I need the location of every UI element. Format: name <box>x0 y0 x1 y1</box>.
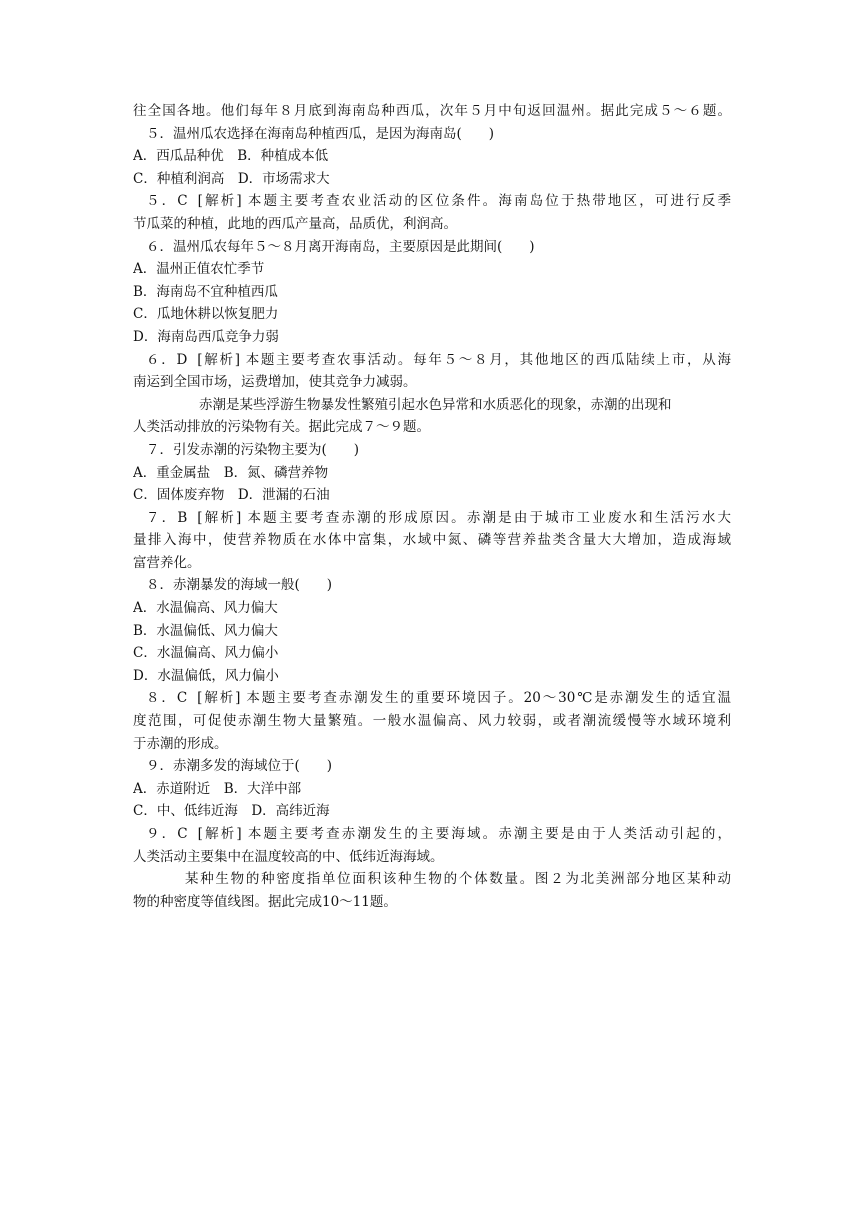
answer-7-text-1: 本题主要考查赤潮的形成原因。赤潮是由于城市工业废水和生活污水大 <box>245 509 731 526</box>
species-density-intro-line-1: 某种生物的种密度指单位面积该种生物的个体数量。图２为北美洲部分地区某种动 <box>185 871 731 888</box>
question-8: ８．赤潮暴发的海域一般( ) <box>146 577 333 594</box>
answer-6-number: ６．D <box>146 351 188 368</box>
answer-9-analysis-tag: [解析] <box>197 826 242 842</box>
answer-9-number: ９．C <box>146 826 188 842</box>
answer-6-text-1: 本题主要考查农事活动。每年５～８月，其他地区的西瓜陆续上市，从海 <box>243 351 731 368</box>
answer-8-number: ８．C <box>146 690 188 707</box>
answer-6-analysis-tag: [解析] <box>197 351 240 368</box>
question-8-option-b: B．水温偏低、风力偏大 <box>133 622 278 639</box>
answer-7-number: ７．B <box>146 509 188 526</box>
question-8-option-c: C．水温偏高、风力偏小 <box>133 645 279 662</box>
question-9-options-ab: A．赤道附近 B．大洋中部 <box>133 780 302 797</box>
answer-6-line-1 <box>133 349 731 372</box>
answer-8-analysis-tag: [解析] <box>197 690 241 707</box>
question-6: ６．温州瓜农每年５～８月离开海南岛，主要原因是此期间( ) <box>146 238 535 255</box>
question-8-option-d: D．水温偏低，风力偏小 <box>133 667 279 684</box>
answer-8-line-1 <box>133 687 731 710</box>
question-6-option-d: D．海南岛西瓜竞争力弱 <box>133 328 279 345</box>
question-7: ７．引发赤潮的污染物主要为( ) <box>146 441 360 458</box>
answer-8-text-1: 本题主要考查赤潮发生的重要环境因子。20～30℃是赤潮发生的适宜温 <box>244 690 731 707</box>
answer-9-text-1: 本题主要考查赤潮发生的主要海域。赤潮主要是由于人类活动引起的， <box>245 826 731 842</box>
red-tide-intro-line-2: 人类活动排放的污染物有关。据此完成７～９题。 <box>133 419 430 436</box>
intro-continuation-text: 往全国各地。他们每年８月底到海南岛种西瓜，次年５月中旬返回温州。据此完成５～６题。 <box>133 103 731 119</box>
answer-8-line-2: 度范围，可促使赤潮生物大量繁殖。一般水温偏高、风力较弱，或者潮流缓慢等水域环境利 <box>133 713 731 730</box>
question-9: ９．赤潮多发的海域位于( ) <box>146 758 333 775</box>
question-8-option-a: A．水温偏高、风力偏大 <box>133 600 278 617</box>
species-density-intro-line-2: 物的种密度等值线图。据此完成10～11题。 <box>133 893 397 910</box>
question-7-options-cd: C．固体废弃物 D．泄漏的石油 <box>133 487 330 504</box>
answer-9-line-2: 人类活动主要集中在温度较高的中、低纬近海海域。 <box>133 848 444 865</box>
question-5: ５．温州瓜农选择在海南岛种植西瓜，是因为海南岛( ) <box>146 125 495 142</box>
answer-5-line-1 <box>133 190 731 213</box>
question-6-option-b: B．海南岛不宜种植西瓜 <box>133 283 278 300</box>
answer-5-number: ５．C <box>146 193 188 210</box>
red-tide-intro-line-1: 赤潮是某些浮游生物暴发性繁殖引起水色异常和水质恶化的现象，赤潮的出现和 <box>199 396 672 413</box>
answer-5-analysis-tag: [解析] <box>197 193 242 210</box>
answer-6-line-2: 南运到全国市场，运费增加，使其竞争力减弱。 <box>133 374 417 391</box>
question-5-options-ab: A．西瓜品种优 B．种植成本低 <box>133 148 329 165</box>
question-5-options-cd: C．种植利润高 D．市场需求大 <box>133 170 330 187</box>
answer-5-text-1: 本题主要考查农业活动的区位条件。海南岛位于热带地区，可进行反季 <box>245 193 731 210</box>
document-page <box>133 100 731 913</box>
answer-7-analysis-tag: [解析] <box>197 509 242 526</box>
answer-7-line-2: 量排入海中，使营养物质在水体中富集，水域中氮、磷等营养盐类含量大大增加，造成海域 <box>133 532 731 549</box>
question-6-option-c: C．瓜地休耕以恢复肥力 <box>133 306 279 323</box>
answer-7-line-1 <box>133 507 731 530</box>
answer-7-line-3: 富营养化。 <box>133 554 201 571</box>
answer-9-line-1 <box>133 823 731 846</box>
question-6-option-a: A．温州正值农忙季节 <box>133 261 265 278</box>
answer-5-line-2: 节瓜菜的种植，此地的西瓜产量高，品质优，利润高。 <box>133 215 457 232</box>
answer-8-line-3: 于赤潮的形成。 <box>133 735 228 752</box>
question-9-options-cd: C．中、低纬近海 D．高纬近海 <box>133 803 330 820</box>
question-7-options-ab: A．重金属盐 B．氮、磷营养物 <box>133 464 329 481</box>
